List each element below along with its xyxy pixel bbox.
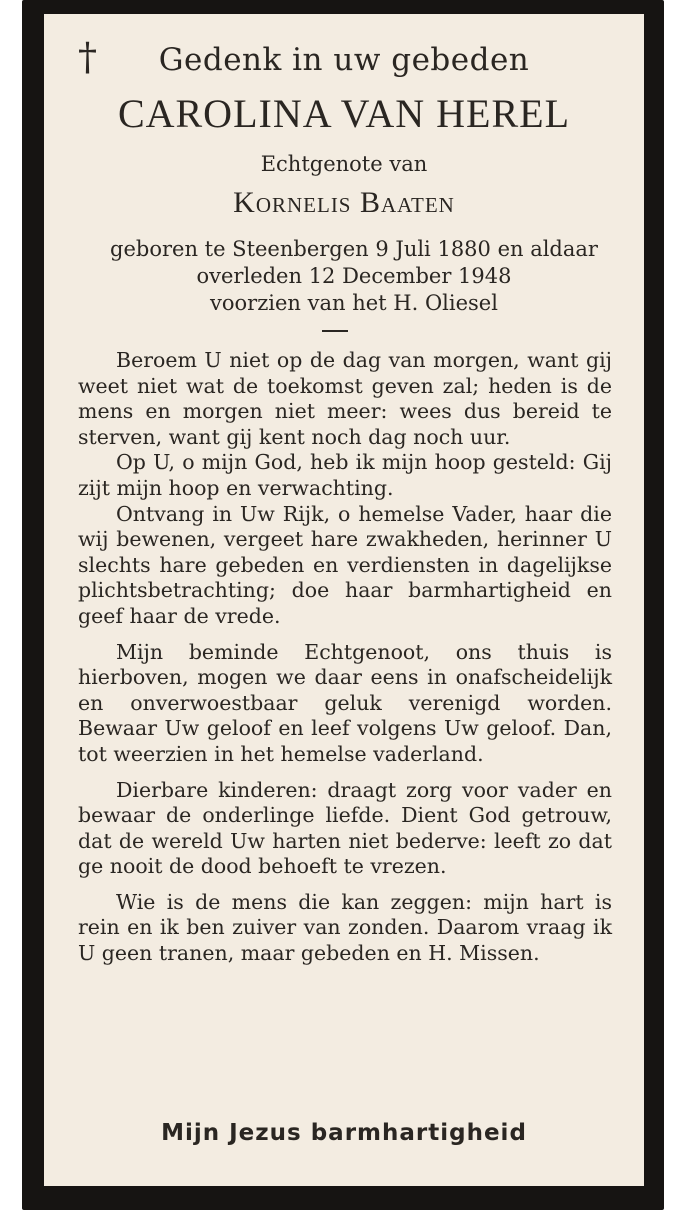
cross-icon: † xyxy=(78,35,97,79)
life-dates xyxy=(74,236,634,317)
remembrance-heading: Gedenk in uw gebeden xyxy=(158,42,530,78)
sacrament-line: voorzien van het H. Oliesel xyxy=(210,291,498,315)
prayer-paragraph-5: Dierbare kinderen: draagt zorg voor vader en bewaar de onderlinge liefde. Dient God getrouw, dat de wereld Uw harten niet bederve: leeft zo dat ge nooit de dood behoeft te vrezen. xyxy=(78,777,612,879)
prayer-paragraph-4: Mijn beminde Echtgenoot, ons thuis is hierboven, mogen we daar eens in onafscheidelijk en onverwoestbaar geluk verenigd worden. Bewaar Uw geloof en leef volgens Uw geloof. Dan, tot weerzien in het hemelse vaderland. xyxy=(78,639,612,766)
prayer-paragraph-6: Wie is de mens die kan zeggen: mijn hart is rein en ik ben zuiver van zonden. Daarom vraag ik U geen tranen, maar gebeden en H. Missen. xyxy=(78,889,612,966)
prayer-paragraph-2: Op U, o mijn God, heb ik mijn hoop gesteld: Gij zijt mijn hoop en verwachting. xyxy=(78,450,612,500)
prayer-text xyxy=(78,338,612,967)
memorial-card xyxy=(44,14,644,1186)
closing-invocation: Mijn Jezus barmhartigheid xyxy=(161,1120,527,1146)
prayer-paragraph-3: Ontvang in Uw Rijk, o hemelse Vader, haar die wij bewenen, vergeet hare zwakheden, herinner U slechts hare gebeden en verdiensten in dagelijkse plichtsbetrachting; doe haar barmhartigheid en geef haar de vrede. xyxy=(78,501,612,628)
deceased-name: CAROLINA VAN HEREL xyxy=(117,91,571,136)
birth-line: geboren te Steenbergen 9 Juli 1880 en aldaar xyxy=(110,237,598,261)
spouse-intro: Echtgenote van xyxy=(260,152,428,176)
divider xyxy=(322,330,348,332)
death-line: overleden 12 December 1948 xyxy=(196,264,512,288)
prayer-paragraph-1: Beroem U niet op de dag van morgen, want gij weet niet wat de toekomst geven zal; heden is de mens en morgen niet meer: wees dus bereid te sterven, want gij kent noch dag noch uur. xyxy=(78,348,612,449)
spouse-name: Kornelis Baaten xyxy=(233,186,455,219)
